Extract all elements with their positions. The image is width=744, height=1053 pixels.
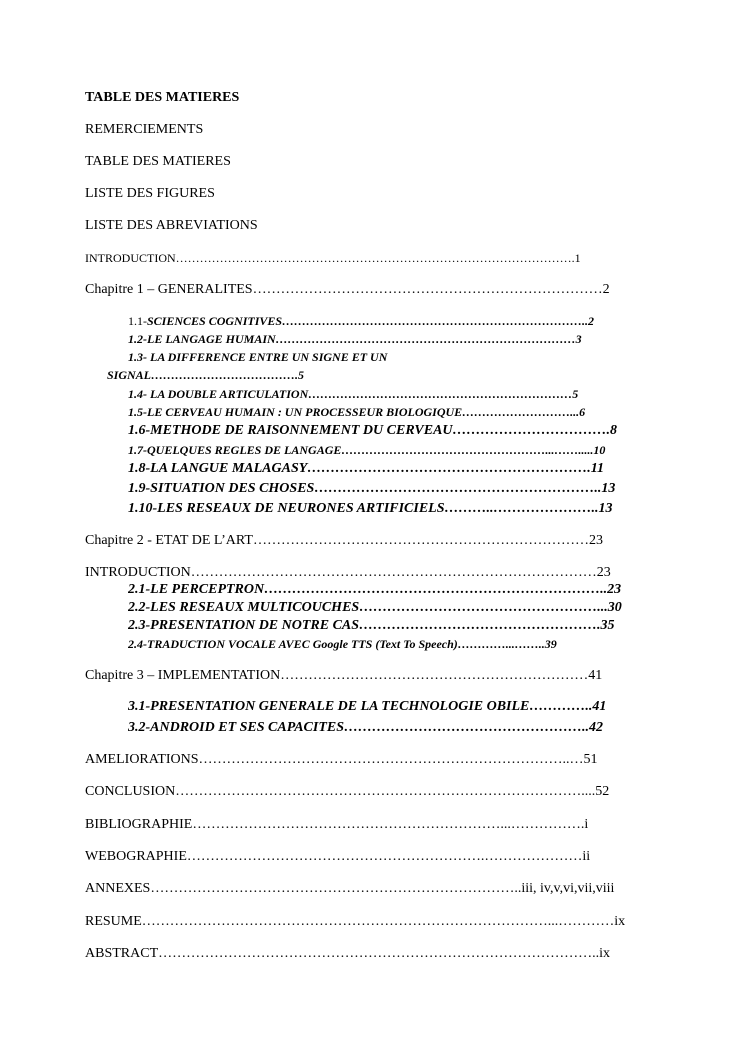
toc-entry-1-5: 1.5-LE CERVEAU HUMAIN : UN PROCESSEUR BIOLOGIQUE………………………...6 xyxy=(128,405,586,419)
toc-entry-1-1-title: SCIENCES COGNITIVES…………………………………………………………………..2 xyxy=(147,314,595,328)
toc-entry-2-4: 2.4-TRADUCTION VOCALE AVEC Google TTS (Text To Speech)…………...……..39 xyxy=(128,637,557,651)
toc-entry-ameliorations: AMELIORATIONS……………………………………………………………………..…51 xyxy=(85,752,598,767)
toc-entry-table-matieres: TABLE DES MATIERES xyxy=(85,154,231,169)
toc-entry-introduction: INTRODUCTION……………………………………………………………………………………….1 xyxy=(85,251,581,265)
toc-entry-1-9: 1.9-SITUATION DES CHOSES……………………………………………………..13 xyxy=(128,481,616,496)
toc-entry-conclusion: CONCLUSION……………………………………………………………………………....52 xyxy=(85,784,610,799)
toc-entry-annexes: ANNEXES……………………………………………………………………..iii, iv,v,vi,vii,viii xyxy=(85,881,615,896)
toc-entry-liste-figures: LISTE DES FIGURES xyxy=(85,186,215,201)
toc-entry-1-3: 1.3- LA DIFFERENCE ENTRE UN SIGNE ET UN xyxy=(128,350,388,364)
toc-entry-1-8: 1.8-LA LANGUE MALAGASY…………………………………………………….11 xyxy=(128,461,605,476)
toc-entry-liste-abreviations: LISTE DES ABREVIATIONS xyxy=(85,218,258,233)
toc-entry-resume: RESUME……………………………………………………………………………...…………ix xyxy=(85,914,626,929)
toc-entry-3-2: 3.2-ANDROID ET SES CAPACITES……………………………………………..42 xyxy=(128,720,604,735)
toc-entry-abstract: ABSTRACT…………………………………………………………………………………..ix xyxy=(85,946,611,961)
toc-entry-1-6: 1.6-METHODE DE RAISONNEMENT DU CERVEAU…………………………….8 xyxy=(128,423,618,438)
toc-entry-chapitre-2: Chapitre 2 - ETAT DE L’ART………………………………………………………………23 xyxy=(85,533,603,548)
toc-entry-chapitre-1: Chapitre 1 – GENERALITES…………………………………………………………………2 xyxy=(85,282,610,297)
toc-entry-2-2: 2.2-LES RESEAUX MULTICOUCHES……………………………………………...30 xyxy=(128,600,622,615)
toc-entry-2-3: 2.3-PRESENTATION DE NOTRE CAS…………………………………………….35 xyxy=(128,618,615,633)
toc-entry-bibliographie: BIBLIOGRAPHIE…………………………………………………………...…………….i xyxy=(85,817,589,832)
toc-entry-1-4: 1.4- LA DOUBLE ARTICULATION…………………………………………………………5 xyxy=(128,387,579,401)
toc-heading: TABLE DES MATIERES xyxy=(85,90,240,105)
toc-entry-remerciements: REMERCIEMENTS xyxy=(85,122,204,137)
toc-entry-2-1: 2.1-LE PERCEPTRON………………………………………………………………..23 xyxy=(128,582,622,597)
toc-entry-1-3-continued: SIGNAL……………………………….5 xyxy=(107,368,305,382)
toc-entry-1-1-number: 1.1- xyxy=(128,314,147,328)
toc-entry-chapitre-3: Chapitre 3 – IMPLEMENTATION…………………………………………………………41 xyxy=(85,668,603,683)
toc-entry-webographie: WEBOGRAPHIE……………………………………………………….…………………ii xyxy=(85,849,591,864)
toc-entry-1-7: 1.7-QUELQUES REGLES DE LANGAGE……………………………………………...…….....10 xyxy=(128,443,606,457)
toc-entry-3-1: 3.1-PRESENTATION GENERALE DE LA TECHNOLOGIE OBILE…………..41 xyxy=(128,699,607,714)
toc-entry-1-1 xyxy=(128,314,653,329)
toc-entry-1-2: 1.2-LE LANGAGE HUMAIN…………………………………………………………………3 xyxy=(128,332,582,346)
toc-entry-1-10: 1.10-LES RESEAUX DE NEURONES ARTIFICIELS………..…………………..13 xyxy=(128,501,613,516)
toc-entry-introduction-2: INTRODUCTION……………………………………………………………………………23 xyxy=(85,565,611,580)
